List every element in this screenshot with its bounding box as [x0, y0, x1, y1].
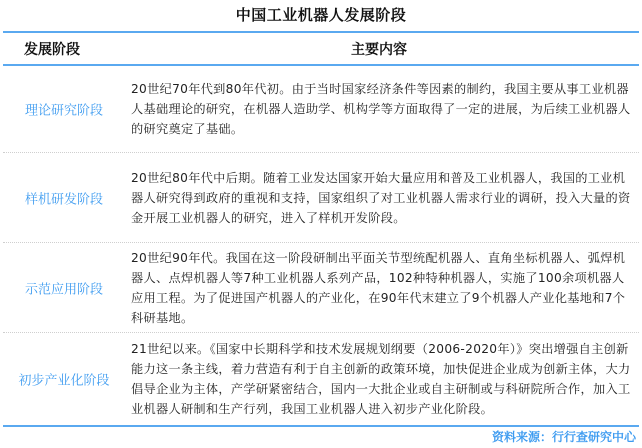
stage-content: 20世纪80年代中后期。随着工业发达国家开始大量应用和普及工业机器人，我国的工业机器人研究得到政府的重视和支持，国家组织了对工业机器人需求行业的调研，投入大量的资金开展工业机器人的研究，进入了样机开发阶段。 [131, 170, 631, 225]
stage-content: 21世纪以来。《国家中长期科学和技术发展规划纲要（2006-2020年）》突出增强自主创新能力这一条主线，着力营造有利于自主创新的政策环境，加快促进企业成为创新主体，大力倡导企业为主体，产学研紧密结合，国内一大批企业或自主研制或与科研院所合作，加入工业机器人研制和生产行列，我国工业机器人进入初步产业化阶段。 [131, 342, 631, 416]
table-row [0, 243, 642, 332]
stage-label: 样机研发阶段 [24, 192, 103, 207]
table-header [0, 33, 642, 63]
header-stage: 发展阶段 [24, 42, 80, 58]
table-row [0, 66, 642, 152]
page-title: 中国工业机器人发展阶段 [235, 6, 407, 24]
stage-content: 20世纪90年代。我国在这一阶段研制出平面关节型统配机器人、直角坐标机器人、弧焊机器人、点焊机器人等7种工业机器人系列产品，102种特种机器人，实施了100余项机器人应用工程。为了促进国产机器人的产业化，在90年代末建立了9个机器人产业化基地和7个科研基地。 [131, 250, 626, 325]
table-row [0, 153, 642, 242]
stage-label: 理论研究阶段 [24, 103, 103, 119]
table-row [0, 333, 642, 425]
header-content: 主要内容 [351, 42, 407, 58]
stage-label: 初步产业化阶段 [18, 373, 110, 389]
stage-content: 20世纪70年代到80年代初。由于当时国家经济条件等因素的制约，我国主要从事工业机器人基础理论的研究，在机器人造助学、机构学等方面取得了一定的进展，为后续工业机器人的研究奠定了基础。 [131, 82, 631, 136]
table-bottom-rule [3, 425, 639, 427]
source-note: 资料来源：行行查研究中心 [491, 430, 636, 444]
stage-label: 示范应用阶段 [24, 282, 103, 297]
